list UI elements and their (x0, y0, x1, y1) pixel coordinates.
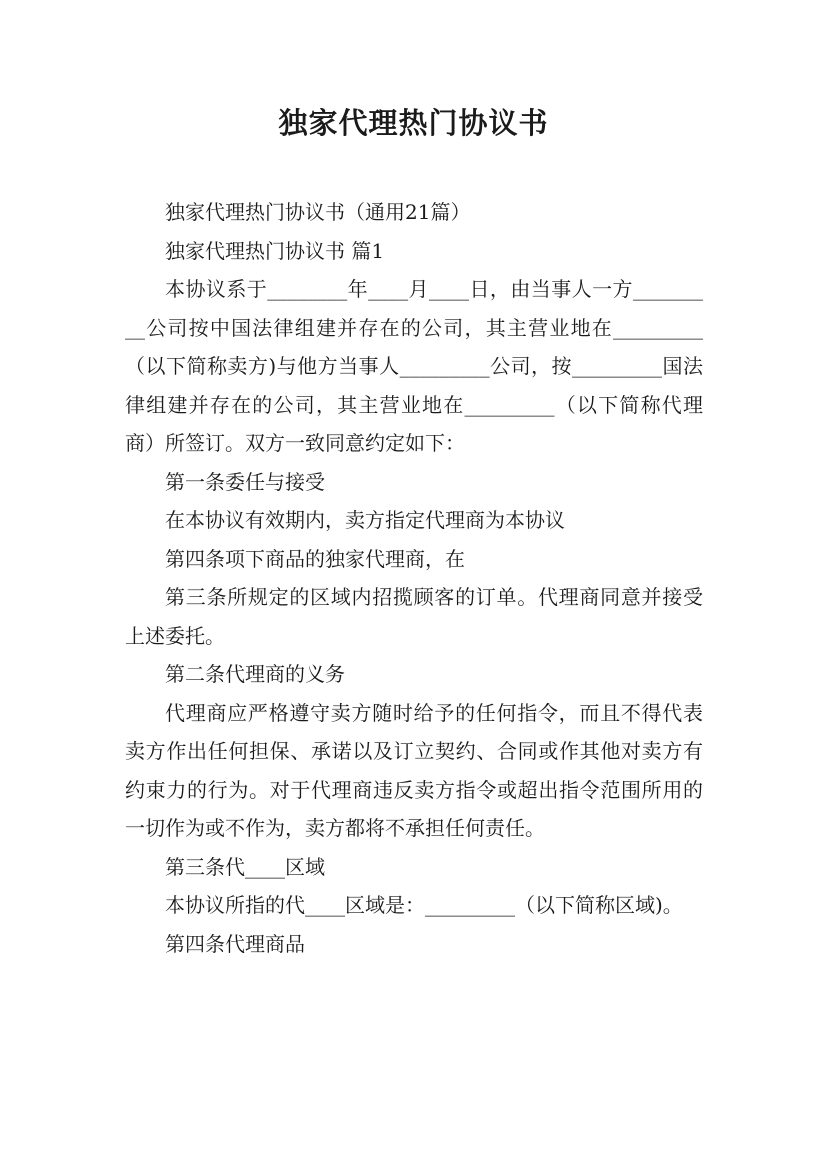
paragraph-preamble: 本协议系于________年____月____日，由当事人一方_________公司按中国法律组建并存在的公司，其主营业地在_________（以下简称卖方)与他方当事人_________公司，按_________国法律组建并存在的公司，其主营业地在_________（以下简称代理商）所签订。双方一致同意约定如下： (125, 277, 703, 455)
document-body (125, 193, 703, 963)
clause-1-text-c: 第三条所规定的区域内招揽顾客的订单。代理商同意并接受上述委托。 (125, 585, 703, 648)
clause-4-heading: 第四条代理商品 (165, 931, 305, 956)
clause-3-text: 本协议所指的代____区域是：_________（以下简称区域)。 (165, 893, 683, 917)
clause-1-heading: 第一条委任与接受 (165, 469, 325, 494)
clause-1-text-a: 在本协议有效期内，卖方指定代理商为本协议 (165, 508, 565, 532)
clause-2-text: 代理商应严格遵守卖方随时给予的任何指令，而且不得代表卖方作出任何担保、承诺以及订立契约、合同或作其他对卖方有约束力的行为。对于代理商违反卖方指令或超出指令范围所用的一切作为或不作为，卖方都将不承担任何责任。 (125, 700, 703, 840)
clause-3-heading: 第三条代____区域 (165, 854, 325, 879)
clause-2-heading: 第二条代理商的义务 (165, 662, 345, 686)
document-title: 独家代理热门协议书 (278, 106, 549, 140)
paragraph-section-heading: 独家代理热门协议书 篇1 (165, 238, 385, 263)
paragraph-subtitle: 独家代理热门协议书（通用21篇） (165, 200, 471, 224)
clause-1-text-b: 第四条项下商品的独家代理商，在 (165, 546, 465, 571)
